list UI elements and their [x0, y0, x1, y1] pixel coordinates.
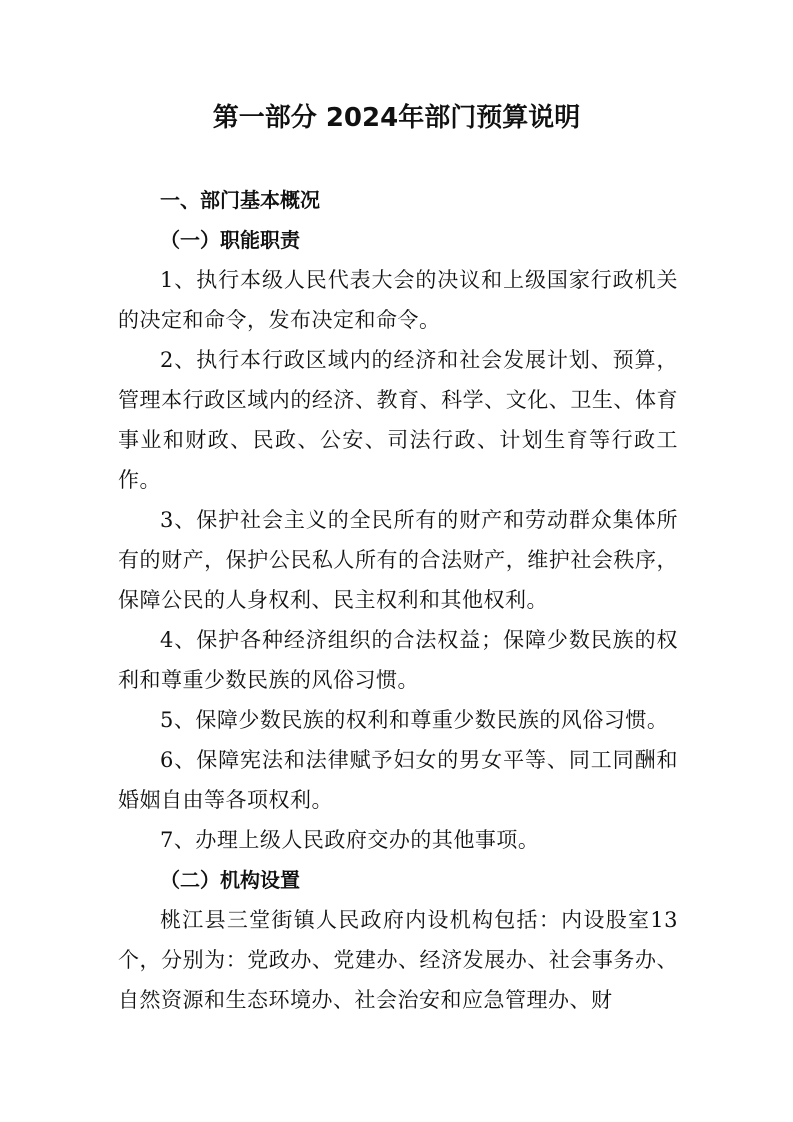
function-item-6: 6、保障宪法和法律赋予妇女的男女平等、同工同酬和婚姻自由等各项权利。 — [118, 748, 678, 812]
function-item-5: 5、保障少数民族的权利和尊重少数民族的风俗习惯。 — [160, 708, 669, 732]
subsection-heading-organization: （二）机构设置 — [160, 868, 300, 892]
section-heading-basic-overview: 一、部门基本概况 — [160, 188, 320, 212]
document-body — [118, 180, 678, 1020]
function-item-3: 3、保护社会主义的全民所有的财产和劳动群众集体所有的财产，保护公民私人所有的合法财产，维护社会秩序，保障公民的人身权利、民主权利和其他权利。 — [118, 508, 678, 612]
organization-paragraph: 桃江县三堂街镇人民政府内设机构包括：内设股室13个，分别为：党政办、党建办、经济发展办、社会事务办、自然资源和生态环境办、社会治安和应急管理办、财 — [118, 908, 678, 1012]
function-item-1: 1、执行本级人民代表大会的决议和上级国家行政机关的决定和命令，发布决定和命令。 — [118, 268, 678, 332]
function-item-4: 4、保护各种经济组织的合法权益；保障少数民族的权利和尊重少数民族的风俗习惯。 — [118, 628, 678, 692]
function-item-7: 7、办理上级人民政府交办的其他事项。 — [160, 828, 540, 852]
function-item-2: 2、执行本行政区域内的经济和社会发展计划、预算，管理本行政区域内的经济、教育、科学、文化、卫生、体育事业和财政、民政、公安、司法行政、计划生育等行政工作。 — [118, 348, 678, 492]
page-title: 第一部分 2024年部门预算说明 — [212, 103, 581, 133]
subsection-heading-functions: （一）职能职责 — [160, 228, 300, 252]
